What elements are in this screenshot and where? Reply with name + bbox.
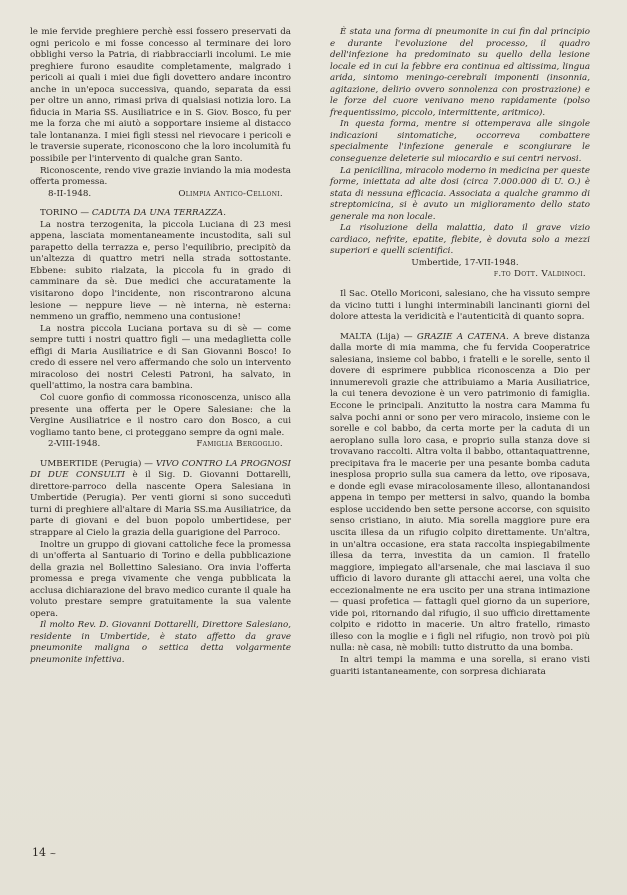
section-heading	[30, 459, 291, 540]
heading-place: TORINO —	[40, 208, 92, 219]
paragraph: Riconoscente, rendo vive grazie inviando la mia modesta offerta promessa.	[30, 165, 291, 188]
signature-name: Famiglia Bergoglio.	[196, 439, 283, 450]
heading-continuation: è il Sig. D. Giovanni Dottarelli, direttore-parroco della nascente Opera Salesiana in Umbertide (Perugia). Per venti giorni si sono succedutì turni di preghiere all'altare di Maria SS.ma Ausiliatrice, da parte di giovani e del buon popolo umbertidese, per strappare al Cielo la grazia della guarigione del Parroco.	[30, 470, 291, 538]
quoted-paragraph: In questa forma, mentre si ottemperava alle singole indicazioni sintomatiche, occorreva combattere specialmente l'infezione generale e scongiurare le conseguenze deleterie sul miocardio e sui centri nervosi.	[330, 119, 590, 165]
signature-name: Olimpia Antico-Celloni.	[178, 188, 283, 199]
heading-title: GRAZIE A CATENA.	[416, 331, 509, 342]
heading-place: UMBERTIDE (Perugia) —	[40, 458, 156, 469]
heading-place: MALTA (Lija) —	[340, 331, 417, 342]
paragraph: Inoltre un gruppo di giovani cattoliche fece la promessa di un'offerta al Santuario di Torino e della pubblicazione della grazia nel Bollettino Salesiano. Ora invia l'offerta promessa e prega vivamente che venga pubblicata la acclusa dichiarazione del bravo medico curante il quale ha voluto prestare sempre gratuitamente la sua valente opera.	[30, 539, 291, 619]
paragraph: In altri tempi la mamma e una sorella, si erano visti guariti istantaneamente, con sorpresa dichiarata	[330, 654, 590, 677]
paragraph: Il Sac. Otello Moriconi, salesiano, che ha vissuto sempre da vicino tutti i lunghi interminabili lancinanti giorni del dolore attesta la veridicità e l'autenticità di quanto sopra.	[330, 289, 590, 323]
signature-date: 2-VIII-1948.	[48, 439, 101, 450]
signature-place-date: Umbertide, 17-VII-1948.	[411, 257, 519, 268]
signature-name: f.to Dott. Valdinoci.	[493, 269, 586, 280]
quoted-paragraph: La risoluzione della malattia, dato il grave vizio cardiaco, nefrite, epatite, flebite, è dovuta solo a mezzi superiori e quelli scientifici.	[330, 223, 590, 257]
quoted-paragraph: La penicillina, miracolo moderno in medicina per queste forme, iniettata ad alte dosi (circa 7.000.000 di U. O.) è stata di nessuna efficacia. Associata a qualche grammo di streptomicina, si è avuto un miglioramento dello stato generale ma non locale.	[330, 165, 590, 222]
signature-line	[30, 439, 291, 451]
quoted-paragraph: È stata una forma di pneumonite in cui fin dal principio e durante l'evoluzione del processo, il quadro dell'infezione ha predominato su quello della lesione locale ed in cui la febbre era continua ed altissima, lingua arida, sintomo meningo-cerebrali imponenti (insonnia, agitazione, delirio ovvero sonnolenza con prostrazione) e le forze del cuore venivano meno rapidamente (polso frequentissimo, piccolo, intermittente, aritmico).	[330, 27, 590, 118]
signature-line	[30, 189, 291, 201]
signature-date: 8-II-1948.	[48, 188, 92, 199]
paragraph: La nostra terzogenita, la piccola Luciana di 23 mesi appena, lasciata momentaneamente incustodita, sali sul parapetto della terrazza e, perso l'equilibrio, precipitò da un'altezza di quattro metri nella strada sottostante. Ebbene: subito rialzata, la piccola fu in grado di camminare da sè. Due medici che accuratamente la visitarono dopo l'incidente, non riscontrarono alcuna lesione — neppure lieve — nè interna, nè esterna: nemmeno un graffio, nemmeno una contusione!	[30, 219, 291, 323]
page-number-value: 14	[32, 846, 46, 859]
paragraph: La nostra piccola Luciana portava su di sè — come sempre tutti i nostri quattro figli — una medaglietta colle effigi di Maria Ausiliatrice e di San Giovanni Bosco! Io credo di essere nel vero affermando che solo un intervento miracoloso dei nostri Celesti Patroni, ha salvato, in quell'attimo, la nostra cara bambina.	[30, 323, 291, 392]
right-column	[330, 27, 590, 678]
section-heading	[330, 332, 590, 655]
heading-continuation: A breve distanza dalla morte di mia mamma, che fu fervida Cooperatrice salesiana, insieme col babbo, i fratelli e le sorelle, sento il dovere di esprimere pubblica riconoscenza a Dio per innumerevoli grazie che attribuiamo a Maria Ausiliatrice, la cui tenera devozione è un vero patrimonio di famiglia. Eccone le principali. Anzitutto la nostra cara Mamma fu salva pochi anni or sono per vero miracolo, insieme con le sorelle e col babbo, da certa morte per la caduta di un aeroplano sulla loro casa, e proprio sulla stanza dove si trovavano raccolti. Altra volta il babbo, ottantaquattrenne, precipitava fra le macerie per una pesante bomba caduta inesplosa proprio sulla sua camera da letto, ove riposava, e donde egli evase miracolosamente illeso, allontanandosi appena in tempo per mettersi in salvo, quando la bomba esplose uccidendo ben sette persone accorse, con squisito senso cristiano, in aiuto. Mia sorella maggiore pure era uscita illesa da un rifugio colpito direttamente. Un'altra, in un'altra occasione, era stata raccolta inspiegabilmente illesa da terra, investita da un camion. Il fratello maggiore, impiegato all'arsenale, che mai lasciava il suo ufficio di lavoro durante gli attacchi aerei, una volta che eccezionalmente ne era uscito per una strana intimazione — quasi profetica — fattagli quel giorno da un superiore, vide poi, ritornando dal rifugio, il suo ufficio direttamente colpito e ridotto in macerie. Un altro fratello, rimasto illeso con la moglie e i figli nel rifugio, non trovò poi più nulla: nè casa, nè mobili: tutto distrutto da una bomba.	[330, 331, 590, 654]
quoted-paragraph: Il molto Rev. D. Giovanni Dottarelli, Direttore Salesiano, residente in Umbertide, è stato affetto da grave pneumonite maligna o settica detta volgarmente pneumonite infettiva.	[30, 620, 291, 665]
section-heading	[30, 208, 291, 220]
heading-title: CADUTA DA UNA TERRAZZA.	[91, 208, 226, 219]
page-number	[32, 846, 56, 859]
paragraph: le mie fervide preghiere perchè essi fossero preservati da ogni pericolo e mi fosse concesso al terminare dei loro obblighi verso la Patria, di riabbracciarli incolumi. Le mie preghiere furono esaudite completamente, malgrado i pericoli ai quali i miei due figli dovettero andare incontro anche in un'epoca successiva, quando, separata da essi per oltre un anno, rimasi priva di qualsiasi notizia loro. La fiducia in Maria SS. Ausiliatrice e in S. Giov. Bosco, fu per me la forza che mi aiutò a sopportare insieme al distacco tale lontananza. I miei figli stessi nel rievocare i pericoli e le traversie superate, riconoscono che la loro incolumità fu possibile per l'intervento di qualche gran Santo.	[30, 27, 291, 165]
left-column	[30, 27, 291, 667]
page-ornament: ~	[49, 849, 57, 858]
paragraph: Col cuore gonfio di commossa riconoscenza, unisco alla presente una offerta per le Opere Salesiane: che la Vergine Ausiliatrice e il nostro caro don Bosco, a cui vogliamo tanto bene, ci proteggano sempre da ogni male.	[30, 392, 291, 438]
heading-title: VIVO CONTRO LA PROGNOSI DI DUE CONSULTI	[30, 458, 291, 481]
